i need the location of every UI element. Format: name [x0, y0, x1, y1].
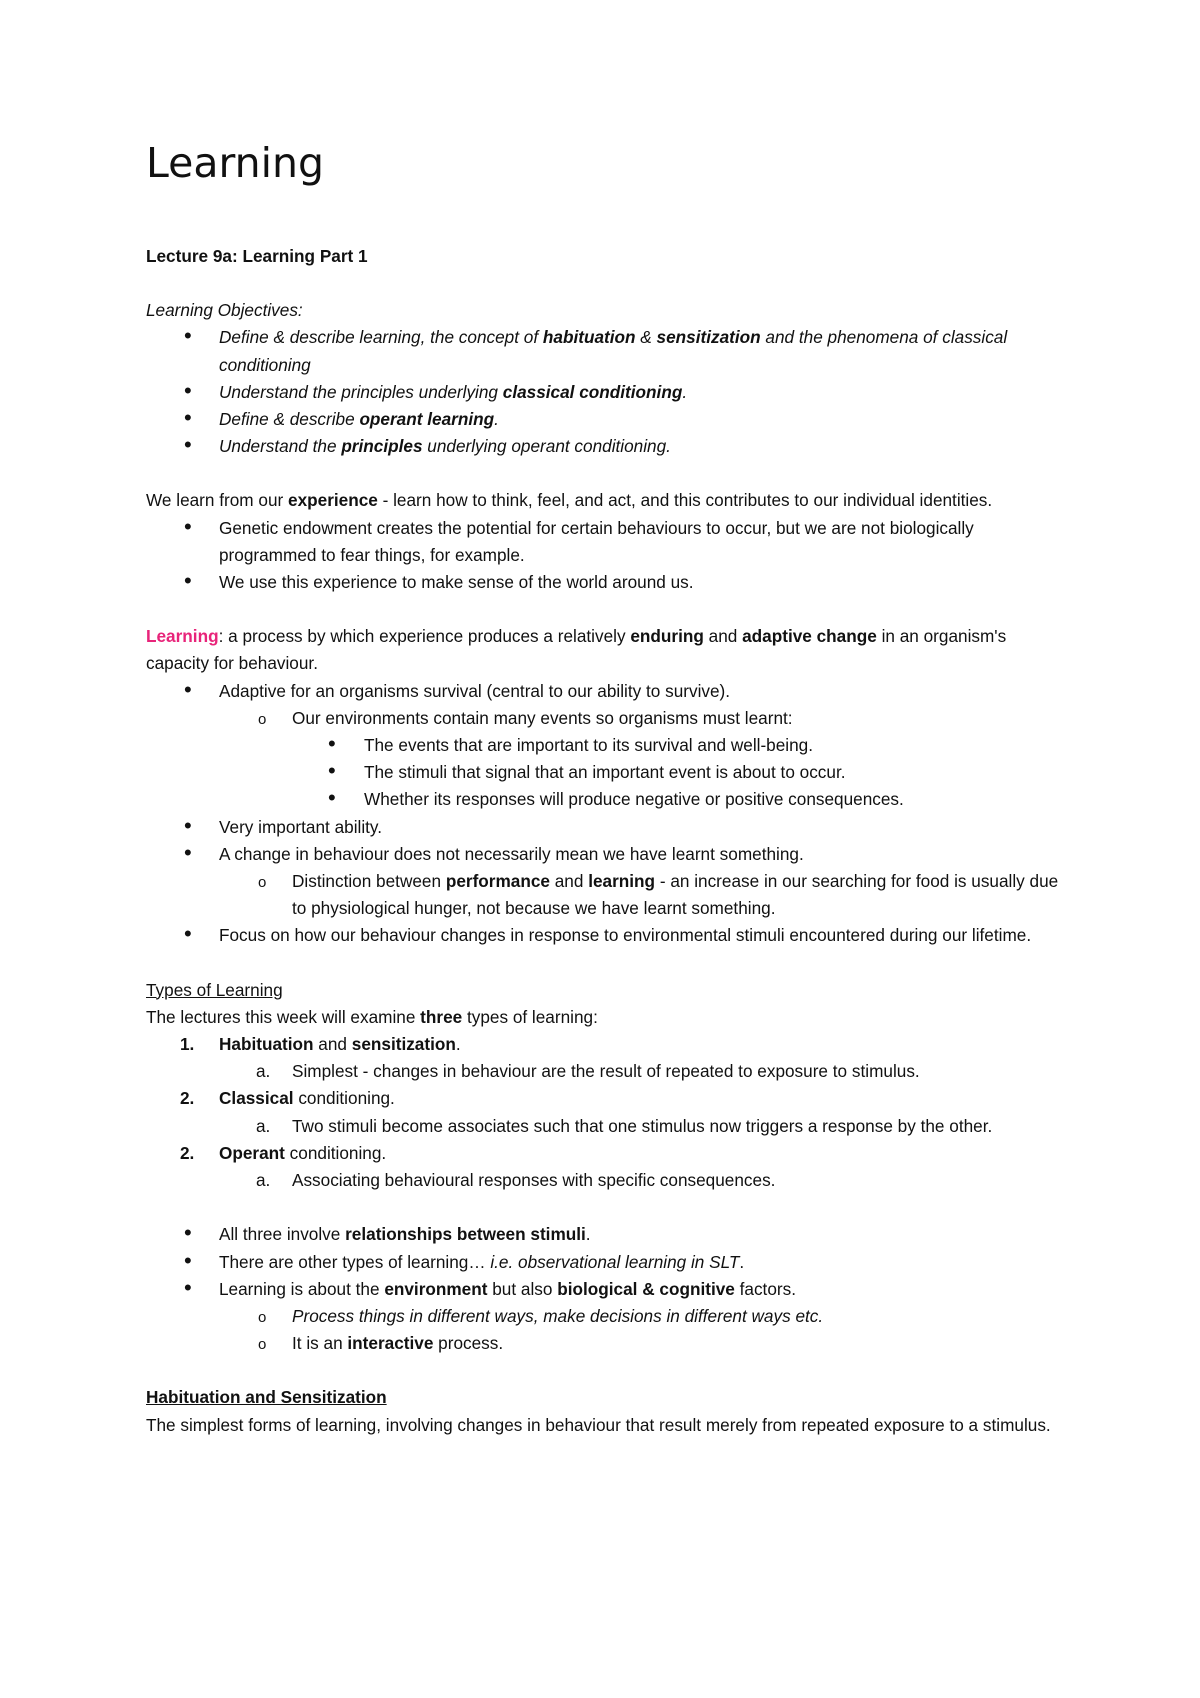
list-item: • Focus on how our behaviour changes in response to environmental stimuli encountered during our lifetime. [146, 922, 1066, 949]
list-item: • Define & describe operant learning. [146, 406, 1066, 433]
list-item: o It is an interactive process. [146, 1330, 1066, 1357]
experience-paragraph: We learn from our experience - learn how to think, feel, and act, and this contributes to our individual identities. [146, 490, 993, 511]
document-body [146, 243, 1066, 1439]
list-item: 2. Classical conditioning. [180, 1088, 395, 1109]
definition-list [146, 678, 1066, 950]
list-item: • Adaptive for an organisms survival (central to our ability to survive). [146, 678, 1066, 705]
definition-term: Learning [146, 626, 219, 647]
list-item: • A change in behaviour does not necessarily mean we have learnt something. [146, 841, 1066, 868]
list-item: o Our environments contain many events so organisms must learnt: [146, 705, 1066, 732]
types-notes-list [146, 1221, 1066, 1357]
list-item: • We use this experience to make sense of the world around us. [146, 569, 1066, 596]
list-item: a. Associating behavioural responses with specific consequences. [256, 1170, 776, 1191]
list-item: a. Two stimuli become associates such that one stimulus now triggers a response by the other. [256, 1115, 993, 1136]
list-item: • Learning is about the environment but also biological & cognitive factors. [146, 1276, 1066, 1303]
list-item: 1. Habituation and sensitization. [180, 1034, 461, 1055]
types-list [146, 1031, 1066, 1194]
list-item: • There are other types of learning… i.e. observational learning in SLT. [146, 1249, 1066, 1276]
list-item: o Distinction between performance and learning - an increase in our searching for food is usually due to physiological hunger, not because we have learnt something. [146, 868, 1066, 922]
objectives-list [146, 324, 1066, 460]
list-item: o Process things in different ways, make decisions in different ways etc. [146, 1303, 1066, 1330]
types-heading: Types of Learning [146, 979, 283, 1000]
habituation-heading: Habituation and Sensitization [146, 1387, 387, 1408]
learning-definition: Learning: a process by which experience produces a relatively enduring and adaptive change in an organism's capacity for behaviour. [146, 626, 1007, 674]
list-item: • Very important ability. [146, 814, 1066, 841]
list-item: • The stimuli that signal that an important event is about to occur. [146, 759, 1066, 786]
list-item: • Whether its responses will produce negative or positive consequences. [146, 786, 1066, 813]
lecture-heading: Lecture 9a: Learning Part 1 [146, 246, 368, 266]
objectives-label: Learning Objectives: [146, 300, 303, 321]
page-title: Learning [146, 139, 324, 187]
types-intro: The lectures this week will examine three types of learning: [146, 1006, 598, 1027]
list-item: • Define & describe learning, the concept of habituation & sensitization and the phenomena of classical conditioning [146, 324, 1066, 378]
list-item: • Understand the principles underlying classical conditioning. [146, 379, 1066, 406]
list-item: • All three involve relationships between stimuli. [146, 1221, 1066, 1248]
habituation-text: The simplest forms of learning, involving changes in behaviour that result merely from repeated exposure to a stimulus. [146, 1414, 1051, 1435]
list-item: • Genetic endowment creates the potential for certain behaviours to occur, but we are not biologically programmed to fear things, for example. [146, 515, 1066, 569]
list-item: 2. Operant conditioning. [180, 1142, 387, 1163]
list-item: a. Simplest - changes in behaviour are the result of repeated to exposure to stimulus. [256, 1061, 920, 1082]
list-item: • Understand the principles underlying operant conditioning. [146, 433, 1066, 460]
experience-list [146, 515, 1066, 597]
list-item: • The events that are important to its survival and well-being. [146, 732, 1066, 759]
